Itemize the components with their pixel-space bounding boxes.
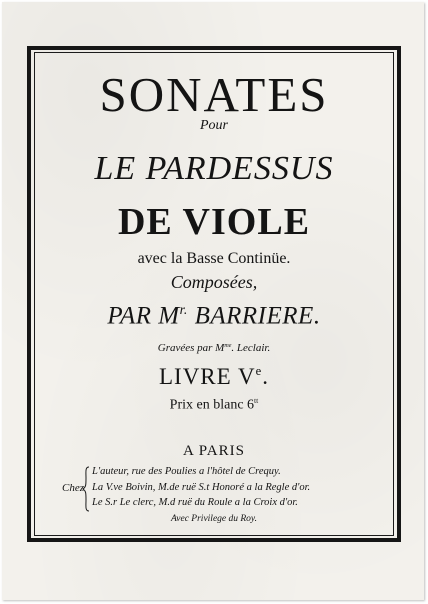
pour-text: Pour (200, 118, 228, 133)
author-line (34, 302, 394, 331)
main-title: SONATES (99, 67, 329, 122)
engraver-name: . Leclair. (231, 342, 271, 354)
address-line: Le S.r Le clerc, M.d ruë du Roule a la Croix d'or. (92, 497, 298, 508)
book-suffix: . (262, 364, 270, 389)
chez-label: Chez (62, 482, 84, 494)
author-superscript: r. (179, 302, 188, 317)
address-line: L'auteur, rue des Poulies a l'hôtel de Crequy. (92, 466, 281, 477)
addresses-block (62, 466, 382, 516)
subject-line-1: LE PARDESSUS (94, 150, 334, 187)
address-line: La V.ve Boivin, M.de ruë S.t Honoré a la Regle d'or. (92, 482, 311, 493)
subject-line-2: DE VIOLE (117, 201, 311, 243)
price-prefix: Prix en blanc 6 (169, 397, 255, 413)
engraver-superscript: me (224, 342, 232, 349)
author-prefix: PAR M (107, 302, 180, 330)
composed-text: Composées, (170, 272, 258, 292)
brace-icon (82, 466, 90, 512)
city-line: A PARIS (183, 443, 245, 459)
book-superscript: e (255, 364, 263, 379)
engraver-prefix: Gravées par M (157, 342, 225, 354)
engraver-line (34, 342, 394, 354)
price-superscript: tt (254, 396, 259, 405)
privilege-line: Avec Privilege du Roy. (171, 514, 257, 524)
accompaniment-text: avec la Basse Continüe. (137, 250, 291, 267)
book-prefix: LIVRE V (158, 364, 256, 389)
author-name: BARRIERE. (187, 302, 321, 330)
price-line (34, 396, 394, 413)
book-number-line (34, 364, 394, 390)
